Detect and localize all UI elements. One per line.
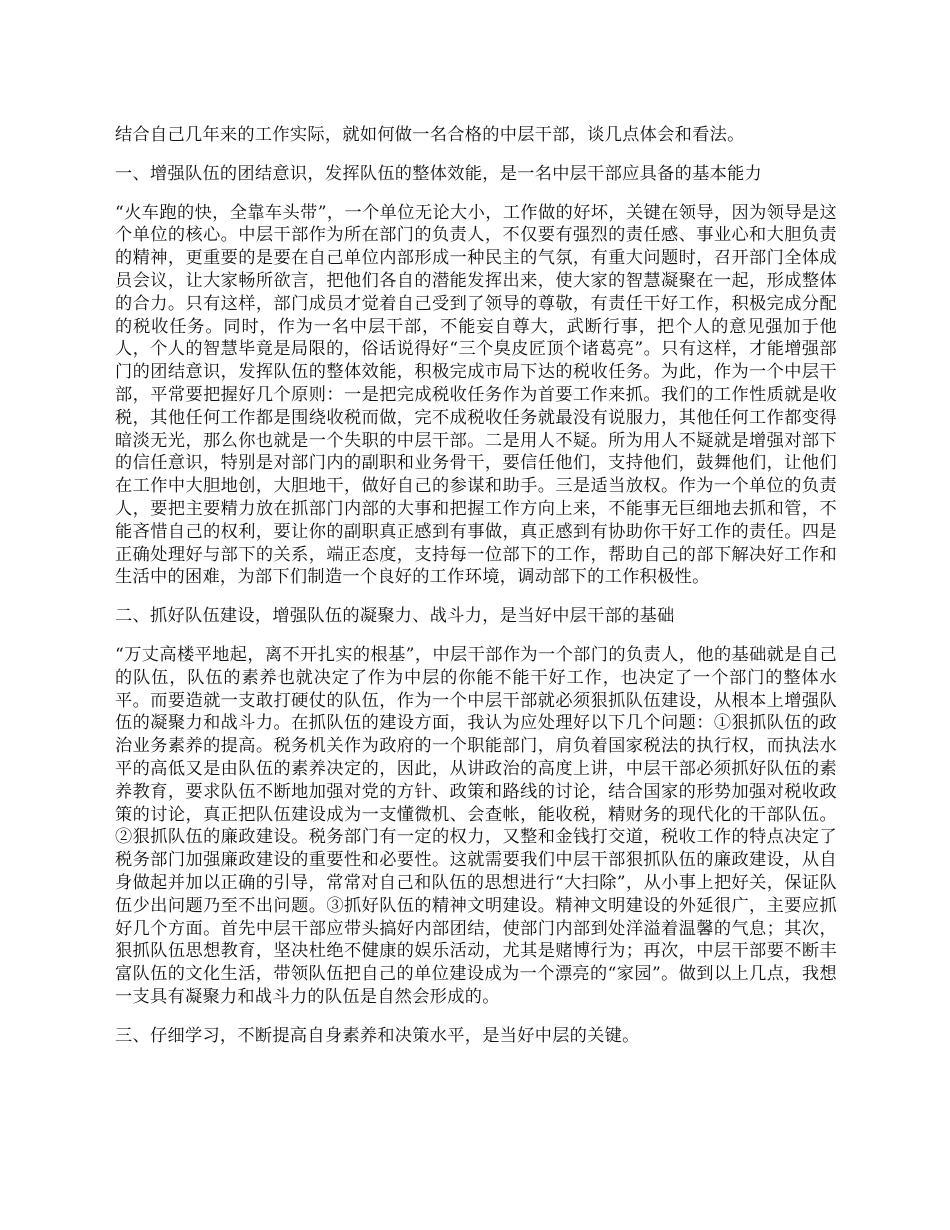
intro-paragraph: 结合自己几年来的工作实际，就如何做一名合格的中层干部，谈几点体会和看法。 <box>115 125 745 145</box>
section-1-heading: 一、增强队伍的团结意识，发挥队伍的整体效能，是一名中层干部应具备的基本能力 <box>115 163 763 184</box>
section-2-heading: 二、抓好队伍建设，增强队伍的凝聚力、战斗力，是当好中层干部的基础 <box>115 606 675 627</box>
section-3-heading: 三、仔细学习，不断提高自身素养和决策水平，是当好中层的关键。 <box>115 1025 640 1046</box>
document-page <box>115 124 837 1063</box>
section-2-body: “万丈高楼平地起，离不开扎实的根基”，中层干部作为一个部门的负责人，他的基础就是自己的队伍，队伍的素养也就决定了作为中层的你能不能干好工作，也决定了一个部门的整体水平。而要造就一支敢打硬仗的队伍，作为一个中层干部就必须狠抓队伍建设，从根本上增强队伍的凝聚力和战斗力。在抓队伍的建设方面，我认为应处理好以下几个问题：①狠抓队伍的政治业务素养的提高。税务机关作为政府的一个职能部门，肩负着国家税法的执行权，而执法水平的高低又是由队伍的素养决定的，因此，从讲政治的高度上讲，中层干部必须抓好队伍的素养教育，要求队伍不断地加强对党的方针、政策和路线的讨论，结合国家的形势加强对税收政策的讨论，真正把队伍建设成为一支懂微机、会查帐，能收税，精财务的现代化的干部队伍。②狠抓队伍的廉政建设。税务部门有一定的权力，又整和金钱打交道，税收工作的特点决定了税务部门加强廉政建设的重要性和必要性。这就需要我们中层干部狠抓队伍的廉政建设，从自身做起并加以正确的引导，常常对自己和队伍的思想进行“大扫除”，从小事上把好关，保证队伍少出问题乃至不出问题。③抓好队伍的精神文明建设。精神文明建设的外延很广，主要应抓好几个方面。首先中层干部应带头搞好内部团结，使部门内部到处洋溢着温馨的气息；其次，狠抓队伍思想教育，坚决杜绝不健康的娱乐活动，尤其是赌博行为；再次，中层干部要不断丰富队伍的文化生活，带领队伍把自己的单位建设成为一个漂亮的“家园”。做到以上几点，我想一支具有凝聚力和战斗力的队伍是自然会形成的。 <box>115 644 837 1007</box>
section-1-body: “火车跑的快，全靠车头带”，一个单位无论大小，工作做的好坏，关键在领导，因为领导是这个单位的核心。中层干部作为所在部门的负责人，不仅要有强烈的责任感、事业心和大胆负责的精神，更重要的是要在自己单位内部形成一种民主的气氛，有重大问题时，召开部门全体成员会议，让大家畅所欲言，把他们各自的潜能发挥出来，使大家的智慧凝聚在一起，形成整体的合力。只有这样，部门成员才觉着自己受到了领导的尊敬，有责任干好工作，积极完成分配的税收任务。同时，作为一名中层干部，不能妄自尊大，武断行事，把个人的意见强加于他人，个人的智慧毕竟是局限的，俗话说得好“三个臭皮匠顶个诸葛亮”。只有这样，才能增强部门的团结意识，发挥队伍的整体效能，积极完成市局下达的税收任务。为此，作为一个中层干部，平常要把握好几个原则：一是把完成税收任务作为首要工作来抓。我们的工作性质就是收税，其他任何工作都是围绕收税而做，完不成税收任务就最没有说服力，其他任何工作都变得暗淡无光，那么你也就是一个失职的中层干部。二是用人不疑。所为用人不疑就是增强对部下的信任意识，特别是对部门内的副职和业务骨干，要信任他们，支持他们，鼓舞他们，让他们在工作中大胆地创，大胆地干，做好自己的参谋和助手。三是适当放权。作为一个单位的负责人，要把主要精力放在抓部门内部的大事和把握工作方向上来，不能事无巨细地去抓和管，不能吝惜自己的权利，要让你的副职真正感到有事做，真正感到有协助你干好工作的责任。四是正确处理好与部下的关系，端正态度，支持每一位部下的工作，帮助自己的部下解决好工作和生活中的困难，为部下们制造一个良好的工作环境，调动部下的工作积极性。 <box>115 202 837 588</box>
